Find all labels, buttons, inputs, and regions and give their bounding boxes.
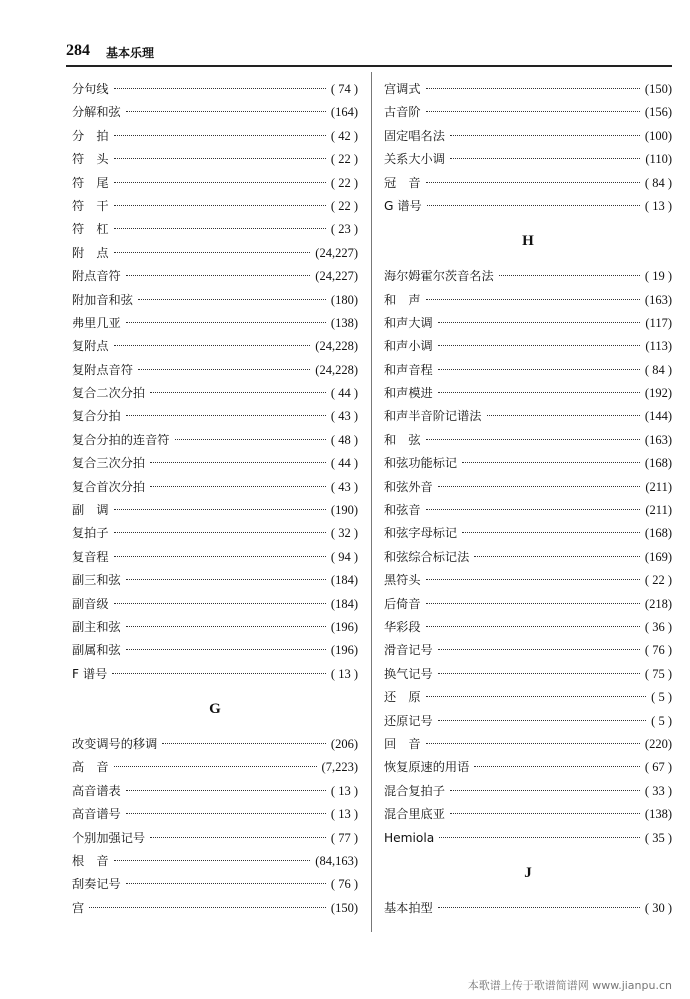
- index-entry: [384, 335, 672, 358]
- dot-leader: [114, 205, 326, 206]
- index-entry: [72, 382, 358, 405]
- dot-leader: [426, 626, 640, 627]
- index-entry: [384, 359, 672, 382]
- index-term: 高音谱号: [72, 807, 121, 822]
- index-term: 和声模进: [384, 386, 433, 401]
- dot-leader: [114, 766, 317, 767]
- page-number: 284: [66, 42, 90, 59]
- page-reference: ( 94 ): [330, 549, 358, 564]
- dot-leader: [114, 88, 326, 89]
- index-term: 高 音: [72, 760, 109, 775]
- index-entry: [384, 452, 672, 475]
- index-entry: [72, 195, 358, 218]
- index-entry: [384, 429, 672, 452]
- dot-leader: [162, 743, 326, 744]
- page-reference: ( 48 ): [330, 432, 358, 447]
- index-entry: [72, 78, 358, 101]
- index-term: 还原记号: [384, 713, 433, 728]
- page-reference: ( 5 ): [651, 690, 672, 705]
- index-term: 复合三次分拍: [72, 456, 146, 471]
- index-term: 混合复拍子: [384, 783, 445, 798]
- dot-leader: [126, 649, 326, 650]
- index-entry: [72, 873, 358, 896]
- dot-leader: [126, 813, 326, 814]
- index-entry: [384, 803, 672, 826]
- index-entry: [384, 172, 672, 195]
- dot-leader: [438, 720, 646, 721]
- page-reference: ( 22 ): [330, 198, 358, 213]
- index-term: 附点音符: [72, 269, 121, 284]
- dot-leader: [438, 322, 641, 323]
- index-term: 和声半音阶记谱法: [384, 409, 482, 424]
- dot-leader: [438, 907, 640, 908]
- dot-leader: [150, 462, 326, 463]
- index-entry: [384, 686, 672, 709]
- index-entry: [72, 569, 358, 592]
- index-term: 符 尾: [72, 175, 109, 190]
- dot-leader: [138, 369, 310, 370]
- page-reference: (196): [330, 643, 358, 658]
- page-reference: ( 84 ): [644, 175, 672, 190]
- index-term: 复附点音符: [72, 362, 133, 377]
- index-entry: [72, 593, 358, 616]
- index-term: 海尔姆霍尔茨音名法: [384, 269, 494, 284]
- page-reference: ( 30 ): [644, 900, 672, 915]
- index-term: 高音谱表: [72, 783, 121, 798]
- index-entry: [72, 546, 358, 569]
- dot-leader: [474, 766, 640, 767]
- dot-leader: [426, 111, 640, 112]
- dot-leader: [150, 837, 326, 838]
- dot-leader: [426, 509, 641, 510]
- index-entry: [384, 78, 672, 101]
- page-reference: (184): [330, 573, 358, 588]
- dot-leader: [474, 556, 640, 557]
- index-entry: [384, 125, 672, 148]
- page-reference: ( 13 ): [330, 666, 358, 681]
- book-title: 基本乐理: [106, 46, 155, 60]
- index-term: 混合里底亚: [384, 807, 445, 822]
- index-term: 改变调号的移调: [72, 736, 158, 751]
- dot-leader: [114, 556, 326, 557]
- page-reference: ( 13 ): [330, 783, 358, 798]
- dot-leader: [450, 158, 640, 159]
- index-entry: [384, 522, 672, 545]
- dot-leader: [114, 345, 311, 346]
- dot-leader: [126, 111, 326, 112]
- index-term: 复拍子: [72, 526, 109, 541]
- index-term: 宫调式: [384, 82, 421, 96]
- index-term: 和声音程: [384, 362, 433, 377]
- page-reference: ( 77 ): [330, 830, 358, 845]
- index-entry: [384, 639, 672, 662]
- page-reference: ( 76 ): [330, 877, 358, 892]
- index-term: 根 音: [72, 853, 109, 868]
- index-entry: [384, 499, 672, 522]
- page-reference: ( 44 ): [330, 386, 358, 401]
- dot-leader: [114, 182, 326, 183]
- dot-leader: [126, 415, 326, 416]
- index-term: 和弦音: [384, 503, 421, 518]
- index-entry: [384, 663, 672, 686]
- index-term: 复合分拍: [72, 409, 121, 424]
- index-term: 华彩段: [384, 620, 421, 634]
- index-entry: [72, 663, 358, 686]
- dot-leader: [114, 135, 326, 136]
- index-entry: [384, 101, 672, 124]
- index-term: 分句线: [72, 82, 109, 96]
- page-reference: (100): [644, 128, 672, 143]
- page-reference: (24,227): [315, 245, 358, 260]
- index-term: F 谱号: [72, 666, 108, 681]
- page-reference: (196): [330, 619, 358, 634]
- index-term: 关系大小调: [384, 152, 445, 167]
- dot-leader: [426, 299, 640, 300]
- dot-leader: [426, 603, 640, 604]
- dot-leader: [426, 182, 640, 183]
- index-entry: [72, 639, 358, 662]
- page-reference: (144): [644, 409, 672, 424]
- index-term: 副主和弦: [72, 619, 121, 634]
- index-entry: [72, 756, 358, 779]
- index-term: 和弦功能标记: [384, 456, 458, 471]
- index-entry: [72, 827, 358, 850]
- dot-leader: [438, 392, 640, 393]
- dot-leader: [450, 135, 640, 136]
- header-rule: [66, 65, 672, 67]
- dot-leader: [126, 626, 326, 627]
- index-entry: [384, 710, 672, 733]
- index-column-left: [72, 78, 358, 920]
- page-reference: (180): [330, 292, 358, 307]
- page-reference: (24,227): [315, 269, 358, 284]
- index-entry: [72, 148, 358, 171]
- dot-leader: [89, 907, 326, 908]
- page-reference: (206): [330, 736, 358, 751]
- index-term: 黑符头: [384, 573, 421, 588]
- page-reference: ( 13 ): [330, 807, 358, 822]
- dot-leader: [426, 439, 640, 440]
- dot-leader: [438, 369, 640, 370]
- index-term: 恢复原速的用语: [384, 760, 470, 775]
- dot-leader: [114, 603, 326, 604]
- index-entry: [384, 476, 672, 499]
- page-header: [66, 38, 666, 64]
- dot-leader: [462, 462, 640, 463]
- index-entry: [72, 242, 358, 265]
- page-reference: (150): [644, 82, 672, 96]
- dot-leader: [426, 579, 640, 580]
- index-entry: [384, 405, 672, 428]
- dot-leader: [450, 813, 640, 814]
- index-term: 符 头: [72, 152, 109, 167]
- dot-leader: [126, 790, 326, 791]
- index-term: 古音阶: [384, 105, 421, 120]
- dot-leader: [138, 299, 326, 300]
- page-reference: ( 67 ): [644, 760, 672, 775]
- index-entry: [72, 476, 358, 499]
- index-column-right: [384, 78, 672, 920]
- index-entry: [72, 850, 358, 873]
- index-entry: [72, 172, 358, 195]
- page-reference: ( 84 ): [644, 362, 672, 377]
- index-entry: [384, 616, 672, 639]
- index-entry: [72, 312, 358, 335]
- index-term: 后倚音: [384, 596, 421, 611]
- dot-leader: [426, 696, 647, 697]
- page-reference: ( 23 ): [330, 222, 358, 237]
- page-reference: ( 13 ): [644, 198, 672, 213]
- index-entry: [384, 148, 672, 171]
- index-entry: [72, 733, 358, 756]
- page-reference: (168): [644, 526, 672, 541]
- index-entry: [384, 733, 672, 756]
- index-entry: [72, 803, 358, 826]
- dot-leader: [126, 579, 326, 580]
- page-reference: (218): [644, 596, 672, 611]
- index-term: 副 调: [72, 503, 109, 518]
- dot-leader: [438, 345, 641, 346]
- index-entry: [384, 593, 672, 616]
- index-entry: [72, 405, 358, 428]
- page-reference: ( 35 ): [644, 830, 672, 845]
- page-reference: (138): [644, 807, 672, 822]
- index-term: 复合二次分拍: [72, 386, 146, 401]
- index-term: Hemiola: [384, 830, 435, 845]
- page-reference: (84,163): [315, 853, 358, 868]
- index-entry: [72, 522, 358, 545]
- section-letter: J: [524, 864, 532, 881]
- column-divider: [371, 72, 372, 932]
- index-term: 副音级: [72, 596, 109, 611]
- section-letter: H: [522, 233, 534, 250]
- index-term: 分 拍: [72, 128, 109, 143]
- index-entry: [384, 780, 672, 803]
- index-term: 复合分拍的连音符: [72, 432, 170, 447]
- index-term: 换气记号: [384, 666, 433, 681]
- dot-leader: [427, 205, 640, 206]
- page-reference: (113): [645, 339, 672, 354]
- dot-leader: [112, 673, 326, 674]
- index-entry: [72, 499, 358, 522]
- dot-leader: [426, 88, 640, 89]
- index-term: 基本拍型: [384, 900, 433, 915]
- index-term: 和 弦: [384, 432, 421, 447]
- page-reference: (192): [644, 386, 672, 401]
- page-reference: (7,223): [321, 760, 358, 775]
- index-term: 和弦综合标记法: [384, 549, 470, 564]
- index-term: 宫: [72, 900, 85, 915]
- index-term: 和弦外音: [384, 479, 433, 494]
- index-term: 还 原: [384, 690, 421, 705]
- page-reference: (211): [645, 503, 672, 518]
- index-entry: [72, 335, 358, 358]
- page-reference: (211): [645, 479, 672, 494]
- page-reference: ( 22 ): [330, 152, 358, 167]
- dot-leader: [450, 790, 640, 791]
- page-reference: ( 36 ): [644, 620, 672, 634]
- index-term: 个别加强记号: [72, 830, 146, 845]
- dot-leader: [150, 486, 326, 487]
- page-reference: ( 74 ): [330, 82, 358, 96]
- index-term: 副三和弦: [72, 573, 121, 588]
- dot-leader: [150, 392, 326, 393]
- index-entry: [384, 289, 672, 312]
- index-term: 复音程: [72, 549, 109, 564]
- index-term: 分解和弦: [72, 105, 121, 120]
- page-reference: (190): [330, 503, 358, 518]
- page-reference: (150): [330, 900, 358, 915]
- section-letter: G: [209, 701, 221, 718]
- index-entry: [384, 265, 672, 288]
- index-entry: [384, 756, 672, 779]
- page-reference: ( 75 ): [644, 666, 672, 681]
- dot-leader: [438, 673, 640, 674]
- dot-leader: [439, 837, 640, 838]
- index-entry: [72, 780, 358, 803]
- index-entry: [72, 265, 358, 288]
- index-entry: [72, 359, 358, 382]
- dot-leader: [114, 252, 311, 253]
- dot-leader: [114, 532, 326, 533]
- dot-leader: [114, 158, 326, 159]
- page-reference: (184): [330, 596, 358, 611]
- index-entry: [72, 125, 358, 148]
- page-reference: (156): [644, 105, 672, 120]
- index-entry: [72, 452, 358, 475]
- page-reference: (24,228): [315, 362, 358, 377]
- dot-leader: [114, 509, 326, 510]
- index-entry: [384, 569, 672, 592]
- index-entry: [384, 312, 672, 335]
- page-reference: ( 44 ): [330, 456, 358, 471]
- page-reference: (163): [644, 292, 672, 307]
- dot-leader: [126, 275, 311, 276]
- page-reference: (169): [644, 549, 672, 564]
- index-entry: [72, 897, 358, 920]
- page-reference: (164): [330, 105, 358, 120]
- page-reference: (220): [644, 736, 672, 751]
- index-term: 复合首次分拍: [72, 479, 146, 494]
- index-entry: [72, 616, 358, 639]
- page-reference: (117): [645, 315, 672, 330]
- page-reference: ( 43 ): [330, 479, 358, 494]
- index-entry: [384, 897, 672, 920]
- dot-leader: [114, 228, 326, 229]
- dot-leader: [126, 322, 326, 323]
- dot-leader: [487, 415, 640, 416]
- index-term: 弗里几亚: [72, 315, 121, 330]
- page-reference: ( 22 ): [330, 175, 358, 190]
- index-entry: [72, 429, 358, 452]
- watermark-footer: 本歌谱上传于歌谱简谱网 www.jianpu.cn: [467, 979, 672, 992]
- dot-leader: [114, 860, 311, 861]
- index-term: 附加音和弦: [72, 292, 133, 307]
- index-term: 附 点: [72, 245, 109, 260]
- page-reference: ( 19 ): [644, 269, 672, 284]
- index-entry: [384, 382, 672, 405]
- index-entry: [384, 827, 672, 850]
- index-entry: [384, 546, 672, 569]
- dot-leader: [499, 275, 640, 276]
- page-reference: ( 22 ): [644, 573, 672, 588]
- index-term: 回 音: [384, 736, 421, 751]
- page-reference: (24,228): [315, 339, 358, 354]
- index-entry: [72, 101, 358, 124]
- index-term: 符 杠: [72, 222, 109, 237]
- index-term: 和声大调: [384, 315, 433, 330]
- dot-leader: [462, 532, 640, 533]
- index-term: 副属和弦: [72, 643, 121, 658]
- index-entry: [384, 195, 672, 218]
- index-term: 和 声: [384, 292, 421, 307]
- page-reference: ( 32 ): [330, 526, 358, 541]
- dot-leader: [426, 743, 640, 744]
- index-term: 和弦字母标记: [384, 526, 458, 541]
- index-term: 滑音记号: [384, 643, 433, 658]
- index-term: 符 干: [72, 198, 109, 213]
- page-reference: ( 33 ): [644, 783, 672, 798]
- dot-leader: [175, 439, 326, 440]
- page-reference: (138): [330, 315, 358, 330]
- dot-leader: [126, 883, 326, 884]
- dot-leader: [438, 486, 641, 487]
- index-term: 固定唱名法: [384, 128, 445, 143]
- page-reference: ( 76 ): [644, 643, 672, 658]
- index-entry: [72, 218, 358, 241]
- index-term: 复附点: [72, 339, 109, 354]
- index-entry: [72, 289, 358, 312]
- page-reference: ( 42 ): [330, 128, 358, 143]
- index-term: 冠 音: [384, 175, 421, 190]
- page-reference: (168): [644, 456, 672, 471]
- index-term: 刮奏记号: [72, 877, 121, 892]
- page-reference: ( 5 ): [651, 713, 672, 728]
- page-reference: ( 43 ): [330, 409, 358, 424]
- dot-leader: [438, 649, 640, 650]
- page-reference: (110): [645, 152, 672, 167]
- page-reference: (163): [644, 432, 672, 447]
- index-term: G 谱号: [384, 198, 422, 213]
- index-term: 和声小调: [384, 339, 433, 354]
